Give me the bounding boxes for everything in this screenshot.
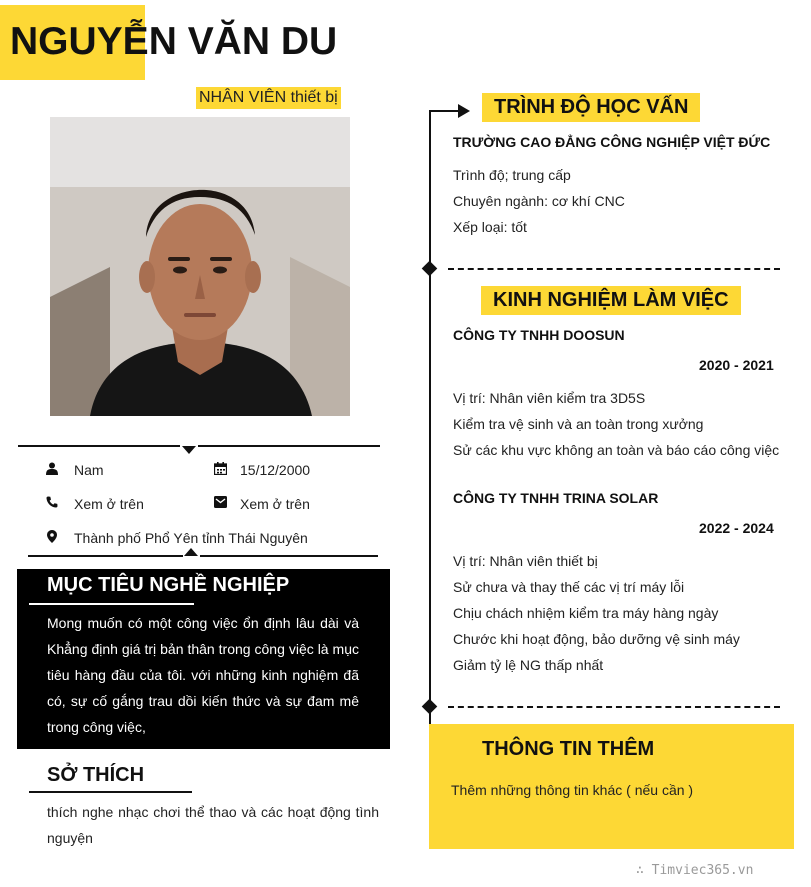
birthdate-value: 15/12/2000: [240, 462, 311, 478]
divider-dashed-2: [448, 706, 780, 708]
job-period: 2020 - 2021: [699, 357, 774, 373]
education-title: TRÌNH ĐỘ HỌC VẤN: [494, 96, 689, 118]
user-icon: [44, 460, 60, 476]
address-value: Thành phố Phổ Yên tỉnh Thái Nguyên: [74, 530, 308, 546]
timeline-diamond-1: [422, 261, 438, 277]
info-bottom-rule-right: [200, 555, 378, 557]
info-top-rule-right: [198, 445, 380, 447]
info-bottom-marker: [184, 548, 198, 556]
timeline-arrow-education: [458, 104, 470, 118]
hobbies-text: thích nghe nhạc chơi thể thao và các hoạt động tình nguyện: [47, 804, 379, 846]
email-value: Xem ở trên: [240, 496, 310, 512]
objective-text: Mong muốn có một công việc ổn định lâu dài và Khẳng định giá trị bản thân trong công việc là mục tiêu hàng đầu của tôi. với những kinh nghiệm đã có, sự cố gắng trau dồi kiến thức và sự đam mê trong công việc,: [47, 615, 359, 735]
more-info-title: THÔNG TIN THÊM: [482, 738, 655, 760]
phone-icon: [44, 494, 60, 510]
timeline-top-connector: [429, 110, 459, 112]
education-line: Chuyên ngành: cơ khí CNC: [453, 193, 625, 209]
experience-heading: [481, 286, 741, 315]
job-detail-line: Chịu chách nhiệm kiểm tra máy hàng ngày: [453, 605, 719, 621]
job-detail-line: Chước khi hoạt động, bảo dưỡng vệ sinh máy: [453, 631, 740, 647]
job-detail-line: Kiểm tra vệ sinh và an toàn trong xưởng: [453, 416, 704, 432]
gender-value: Nam: [74, 462, 104, 478]
email-icon: [212, 494, 228, 510]
hobbies-title: SỞ THÍCH: [47, 764, 145, 786]
phone-value: Xem ở trên: [74, 496, 144, 512]
education-line: Xếp loại: tốt: [453, 219, 527, 235]
job-period: 2022 - 2024: [699, 520, 774, 536]
info-top-rule-left: [18, 445, 180, 447]
info-top-marker: [182, 446, 196, 454]
info-bottom-rule-left: [28, 555, 183, 557]
timeline-diamond-2: [422, 699, 438, 715]
job-detail-line: Vị trí: Nhân viên thiết bị: [453, 553, 598, 569]
job-detail-line: Sử chưa và thay thế các vị trí máy lỗi: [453, 579, 685, 595]
company-name: CÔNG TY TNHH DOOSUN: [453, 327, 625, 343]
candidate-name: NGUYỄN VĂN DU: [10, 20, 338, 63]
divider-dashed-1: [448, 268, 780, 270]
experience-title: KINH NGHIỆM LÀM VIỆC: [493, 289, 729, 311]
school-name: TRƯỜNG CAO ĐẲNG CÔNG NGHIỆP VIỆT ĐỨC: [453, 134, 771, 150]
objective-underline: [29, 603, 194, 605]
job-detail-line: Sử các khu vực không an toàn và báo cáo công việc: [453, 442, 780, 458]
objective-title: MỤC TIÊU NGHỀ NGHIỆP: [47, 574, 290, 596]
education-line: Trình độ; trung cấp: [453, 167, 571, 183]
timeline-line: [429, 112, 431, 755]
hobbies-underline: [29, 791, 192, 793]
more-info-text: Thêm những thông tin khác ( nếu cần ): [451, 782, 694, 798]
company-name: CÔNG TY TNHH TRINA SOLAR: [453, 490, 659, 506]
calendar-icon: [212, 460, 228, 476]
education-heading: [482, 93, 700, 122]
job-title: NHÂN VIÊN thiết bị: [196, 87, 341, 109]
profile-photo: [50, 117, 350, 416]
location-icon: [44, 528, 60, 544]
job-detail-line: Giảm tỷ lệ NG thấp nhất: [453, 657, 604, 673]
job-detail-line: Vị trí: Nhân viên kiểm tra 3D5S: [453, 390, 646, 406]
portrait-illustration: [50, 117, 350, 416]
watermark-logo: ∴ Timviec365.vn: [636, 863, 754, 878]
